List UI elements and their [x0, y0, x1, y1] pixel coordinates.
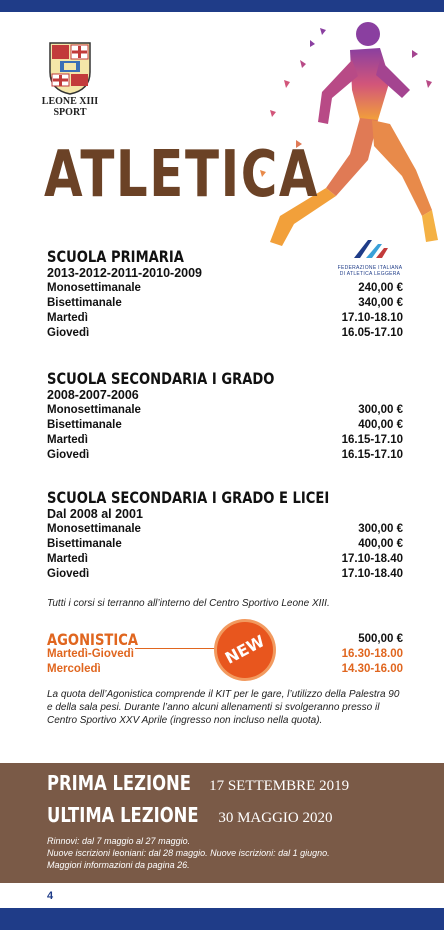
- section-subtitle: 2013-2012-2011-2010-2009: [47, 266, 202, 280]
- schedule-row: Mercoledì 14.30-16.00: [47, 663, 403, 675]
- logo-line-1: LEONE XIII: [41, 96, 99, 107]
- top-bar: [0, 0, 444, 12]
- price-row: Bisettimanale 400,00 €: [47, 419, 403, 431]
- leone-logo: [38, 40, 102, 118]
- prima-lezione-label: PRIMA LEZIONE: [47, 771, 191, 795]
- ultima-lezione-date: 30 MAGGIO 2020: [218, 810, 333, 826]
- price-row: Bisettimanale 400,00 €: [47, 538, 403, 550]
- schedule-row: Martedì 17.10-18.40: [47, 553, 403, 565]
- section-secondaria-i-grado: [47, 370, 403, 463]
- page-number: 4: [47, 890, 54, 902]
- section-title: SCUOLA SECONDARIA I GRADO: [47, 369, 275, 388]
- ultima-lezione-label: ULTIMA LEZIONE: [47, 803, 199, 827]
- agonistica-title: AGONISTICA: [47, 630, 139, 649]
- prima-lezione-date: 17 SETTEMBRE 2019: [209, 778, 350, 794]
- prima-lezione: [47, 771, 349, 795]
- section-scuola-primaria: [47, 248, 403, 341]
- section-title: SCUOLA SECONDARIA I GRADO E LICEI: [47, 488, 330, 507]
- new-badge: NEW: [217, 622, 273, 678]
- fidal-line-2: DI ATLETICA LEGGERA: [339, 271, 401, 277]
- section-subtitle: 2008-2007-2006: [47, 388, 139, 402]
- schedule-row: Giovedì 16.15-17.10: [47, 449, 403, 461]
- courses-note: Tutti i corsi si terranno all’interno del Centro Sportivo Leone XIII.: [47, 598, 330, 609]
- schedule-row: Giovedì 16.05-17.10: [47, 327, 403, 339]
- registration-notes: [47, 835, 427, 871]
- page-title: ATLETICA: [44, 138, 320, 212]
- note-line: Nuove iscrizioni leoniani: dal 28 maggio. Nuove iscrizioni: dal 1 giugno.: [47, 848, 330, 858]
- price-row: Bisettimanale 340,00 €: [47, 297, 403, 309]
- note-line: Maggiori informazioni da pagina 26.: [47, 860, 190, 870]
- ultima-lezione: [47, 803, 332, 827]
- agonistica-price: 500,00 €: [358, 633, 403, 645]
- price-row: Monosettimanale 300,00 €: [47, 404, 403, 416]
- bottom-bar: [0, 908, 444, 930]
- section-title: SCUOLA PRIMARIA: [47, 247, 184, 266]
- price-row: Monosettimanale 300,00 €: [47, 523, 403, 535]
- section-secondaria-e-licei: [47, 489, 403, 582]
- schedule-row: Martedì 17.10-18.10: [47, 312, 403, 324]
- agonistica-description: La quota dell’Agonistica comprende il KIT per le gare, l’utilizzo della Palestra 90 e della sala pesi. Durante l’anno alcuni allenamenti si svolgeranno presso il Centro Sportivo XXV Aprile (ingresso non incluso nella quota).: [47, 689, 400, 726]
- logo-line-2: SPORT: [53, 107, 87, 118]
- crest-icon: [47, 40, 93, 96]
- fidal-line-1: FEDERAZIONE ITALIANA: [337, 265, 403, 271]
- note-line: Rinnovi: dal 7 maggio al 27 maggio.: [47, 836, 191, 846]
- section-subtitle: Dal 2008 al 2001: [47, 507, 143, 521]
- schedule-row: Giovedì 17.10-18.40: [47, 568, 403, 580]
- schedule-row: Martedì-Giovedì 16.30-18.00: [47, 648, 403, 660]
- schedule-row: Martedì 16.15-17.10: [47, 434, 403, 446]
- price-row: Monosettimanale 240,00 €: [47, 282, 403, 294]
